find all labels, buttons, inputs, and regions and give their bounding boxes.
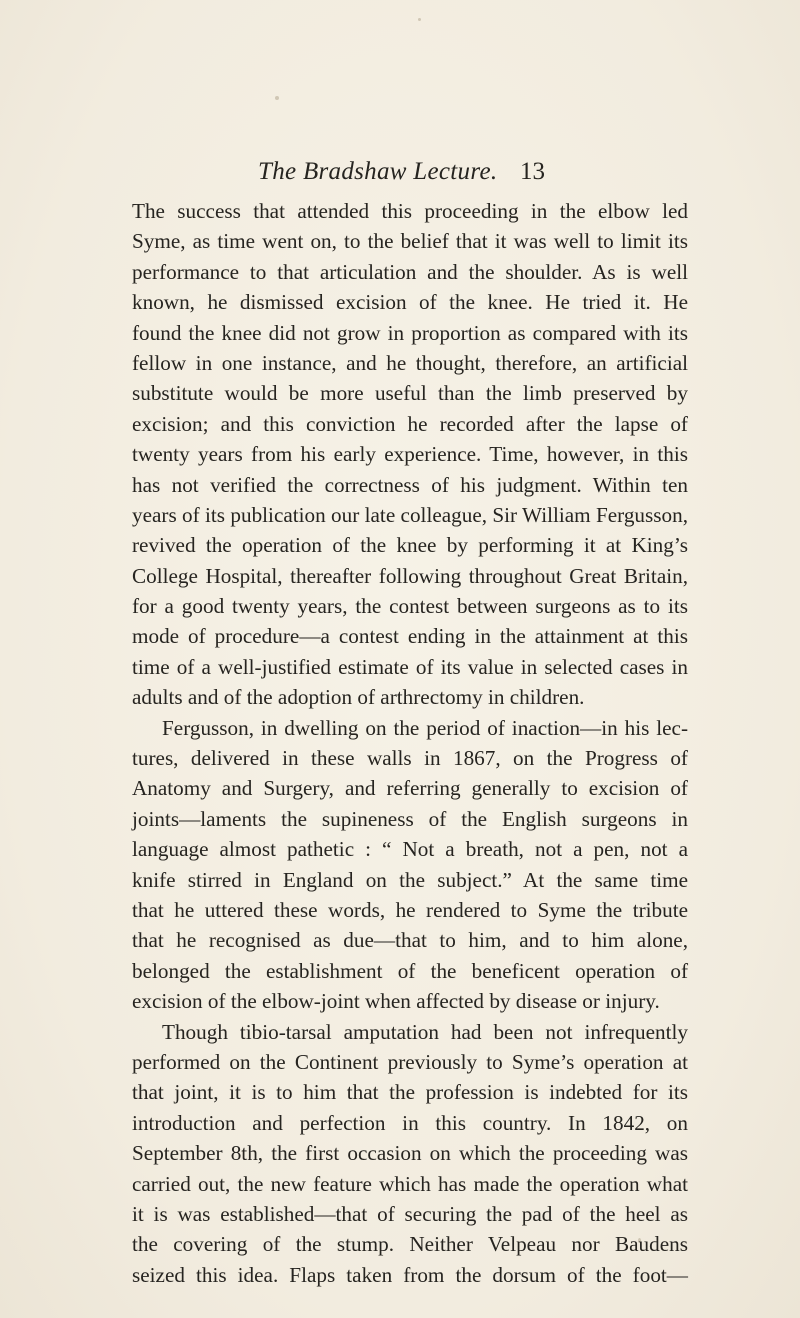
paragraph: [132, 196, 688, 713]
text-line: known, he dismissed excision of the knee. He tried it. He: [132, 290, 688, 315]
page-number: 13: [520, 158, 545, 185]
text-line: mode of procedure—a contest ending in the attainment at this: [132, 624, 688, 649]
text-line: it is was established—that of securing the pad of the heel as: [132, 1201, 688, 1226]
text-line: that joint, it is to him that the profession is indebted for its: [132, 1080, 688, 1105]
text-line: knife stirred in England on the subject.” At the same time: [132, 867, 688, 892]
text-line: joints—laments the supineness of the English surgeons in: [132, 806, 688, 831]
text-line: substitute would be more useful than the limb preserved by: [132, 381, 688, 406]
text-line: tures, delivered in these walls in 1867, on the Progress of: [132, 746, 688, 771]
text-line: performed on the Continent previously to Syme’s operation at: [132, 1049, 688, 1074]
text-line: The success that attended this proceeding in the elbow led: [132, 199, 688, 223]
text-line: fellow in one instance, and he thought, therefore, an artificial: [132, 350, 688, 375]
text-line: September 8th, the first occasion on which the proceeding was: [132, 1141, 688, 1166]
text-line: the covering of the stump. Neither Velpeau nor Baudens: [132, 1232, 688, 1257]
text-line: Though tibio-tarsal amputation had been not infrequently: [162, 1019, 688, 1044]
text-line: excision; and this conviction he recorded after the lapse of: [132, 411, 688, 436]
text-line: revived the operation of the knee by performing it at King’s: [132, 533, 688, 558]
body-text: [132, 196, 688, 1290]
text-line: belonged the establishment of the beneficent operation of: [132, 958, 688, 983]
paper-speck: [275, 96, 279, 100]
text-line: seized this idea. Flaps taken from the dorsum of the foot—: [132, 1262, 688, 1287]
text-line: carried out, the new feature which has made the operation what: [132, 1171, 688, 1196]
running-head: [0, 158, 800, 192]
text-line: twenty years from his early experience. Time, however, in this: [132, 442, 688, 467]
text-line: introduction and perfection in this country. In 1842, on: [132, 1110, 688, 1135]
running-title: The Bradshaw Lecture.: [258, 158, 498, 185]
text-line: language almost pathetic : “ Not a breath, not a pen, not a: [132, 837, 688, 862]
paragraph: [132, 713, 688, 1017]
text-line: has not verified the correctness of his judgment. Within ten: [132, 472, 688, 497]
text-line: adults and of the adoption of arthrectomy in children.: [132, 685, 585, 710]
text-line: excision of the elbow-joint when affected by disease or injury.: [132, 989, 660, 1014]
text-line: time of a well-justified estimate of its value in selected cases in: [132, 654, 688, 679]
text-line: College Hospital, thereafter following throughout Great Britain,: [132, 563, 688, 588]
text-line: found the knee did not grow in proportion as compared with its: [132, 320, 688, 345]
text-line: Fergusson, in dwelling on the period of inaction—in his lec-: [162, 715, 688, 740]
text-line: years of its publication our late colleague, Sir William Fergusson,: [132, 502, 688, 527]
paragraph: [132, 1017, 688, 1291]
text-line: Syme, as time went on, to the belief that it was well to limit its: [132, 229, 688, 254]
text-line: that he recognised as due—that to him, and to him alone,: [132, 928, 688, 953]
text-line: that he uttered these words, he rendered to Syme the tribute: [132, 897, 688, 922]
paper-speck: [418, 18, 421, 21]
text-line: performance to that articulation and the shoulder. As is well: [132, 259, 688, 284]
text-line: for a good twenty years, the contest between surgeons as to its: [132, 594, 688, 619]
text-line: Anatomy and Surgery, and referring generally to excision of: [132, 776, 688, 801]
